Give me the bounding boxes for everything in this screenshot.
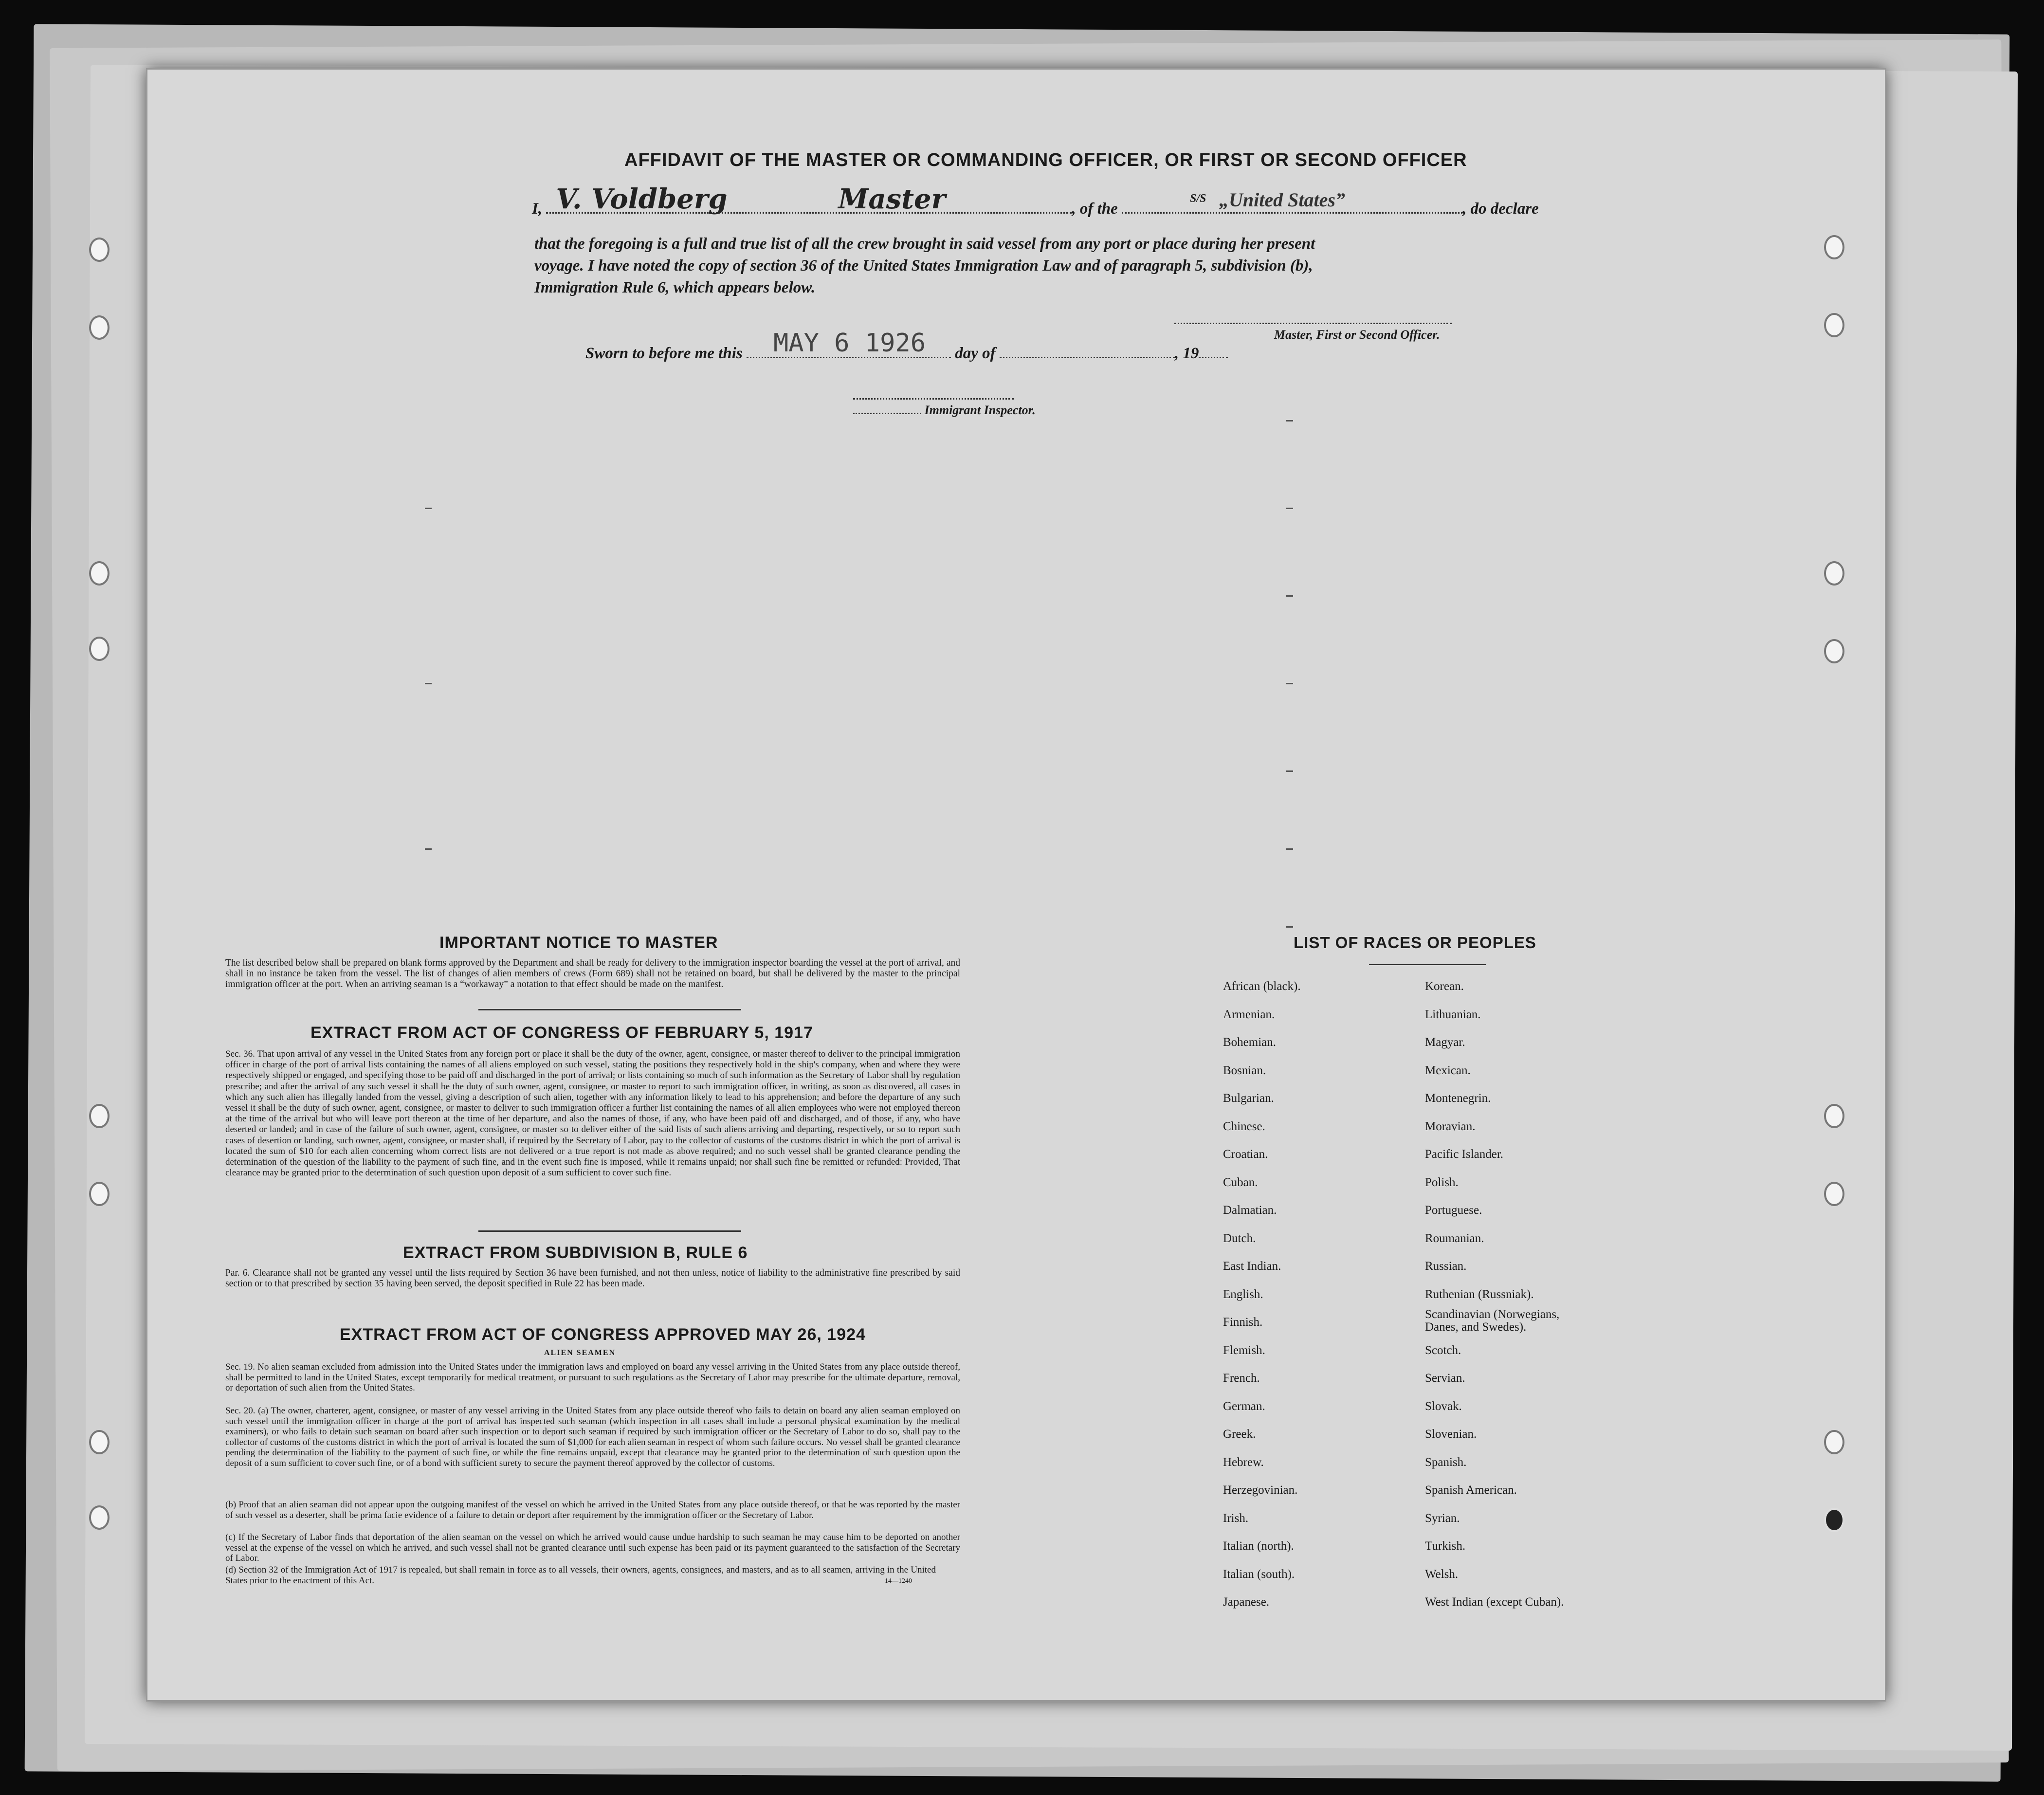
binder-hole: [89, 637, 110, 661]
race-item: Bulgarian.: [1223, 1092, 1274, 1105]
binder-hole: [1824, 313, 1844, 337]
race-item: Spanish American.: [1425, 1484, 1517, 1497]
affidavit-body-2: voyage. I have noted the copy of section 36 of the United States Immigration Law and of paragraph 5, subdivision (b),: [534, 257, 1313, 275]
races-column-1: [1223, 972, 1301, 1616]
race-item: Chinese.: [1223, 1119, 1265, 1133]
race-item: Flemish.: [1223, 1343, 1265, 1357]
race-item: Bosnian.: [1223, 1063, 1266, 1077]
sworn-label: Sworn to before me this: [585, 345, 743, 362]
binder-hole: [1824, 235, 1844, 259]
race-item: Slovak.: [1425, 1399, 1462, 1413]
extract-1924-title: EXTRACT FROM ACT OF CONGRESS APPROVED MAY 26, 1924: [340, 1325, 866, 1344]
race-item: Scandinavian (Norwegians, Danes, and Swedes).: [1425, 1308, 1560, 1334]
binder-hole: [1824, 1182, 1844, 1206]
race-item: Bohemian.: [1223, 1036, 1277, 1049]
extract-rule6-text: Par. 6. Clearance shall not be granted any vessel until the lists required by Section 36 have been furnished, and not then unless, notice of liability to the administrative fine prescribed by said section or to that prescribed by section 35 having been served, the deposit specified in Rule 22 has been made.: [225, 1268, 960, 1289]
race-item: Finnish.: [1223, 1316, 1263, 1329]
race-item: Cuban.: [1223, 1175, 1258, 1189]
sec20b-text: (b) Proof that an alien seaman did not appear upon the outgoing manifest of the vessel on which he arrived in the United States from any place outside thereof, or that he was reported by the master of such vessel as a deserter, shall be prima facie evidence of a failure to detain or deport after requirement by the immigration officer or the Secretary of Labor.: [225, 1500, 960, 1520]
race-item: Scotch.: [1425, 1343, 1461, 1357]
sec20d-text: (d) Section 32 of the Immigration Act of 1917 is repealed, but shall remain in force as to all vessels, their owners, agents, consignees, and masters, and as to all seamen, arriving in the United States prior to the enactment of this Act.: [225, 1565, 936, 1586]
extract-rule6-title: EXTRACT FROM SUBDIVISION B, RULE 6: [403, 1244, 748, 1262]
binder-hole: [89, 561, 110, 586]
divider: [478, 1230, 741, 1232]
race-item: Greek.: [1223, 1428, 1256, 1441]
binder-hole: [89, 315, 110, 340]
race-item: African (black).: [1223, 980, 1301, 993]
race-item: Servian.: [1425, 1372, 1465, 1385]
declaration-line: [532, 183, 1539, 218]
race-item: French.: [1223, 1372, 1260, 1385]
master-name: V. Voldberg: [556, 183, 728, 215]
binder-hole: [1824, 1508, 1844, 1532]
extract-1917-title: EXTRACT FROM ACT OF CONGRESS OF FEBRUARY 5, 1917: [310, 1024, 813, 1042]
race-item: English.: [1223, 1287, 1263, 1301]
race-item: Turkish.: [1425, 1539, 1466, 1553]
affidavit-body-3: Immigration Rule 6, which appears below.: [534, 279, 816, 296]
race-item: Croatian.: [1223, 1148, 1268, 1161]
race-item: Pacific Islander.: [1425, 1148, 1504, 1161]
race-item: Polish.: [1425, 1175, 1459, 1189]
race-item: Korean.: [1425, 980, 1464, 993]
notice-text: The list described below shall be prepared on blank forms approved by the Department and shall be ready for delivery to the immigration inspector boarding the vessel at the port of arrival, and shall in no instance be taken from the vessel. The list of changes of alien members of crews (Form 689) shall not be retained on board, but shall be delivered by the master to the principal immigration officer at the port. When an arriving seaman is a “workaway” a notation to that effect should be made on the manifest.: [225, 958, 960, 989]
rank: Master: [838, 183, 946, 215]
race-item: Roumanian.: [1425, 1231, 1484, 1245]
signature-line: [1174, 323, 1452, 324]
vessel-name: „United States”: [1219, 189, 1345, 211]
of-the-label: , of the: [1072, 200, 1118, 218]
race-item: Italian (north).: [1223, 1539, 1294, 1553]
binder-hole: [89, 1430, 110, 1454]
race-item: Montenegrin.: [1425, 1092, 1491, 1105]
race-item: Herzegovinian.: [1223, 1484, 1298, 1497]
race-item: Hebrew.: [1223, 1455, 1264, 1469]
sec20a-text: Sec. 20. (a) The owner, charterer, agent, consignee, or master of any vessel arriving in the United States from any place outside thereof who fails to detain on board any alien seaman employed on such vessel until the immigration officer in charge at the port of arrival has inspected such seaman (which inspection in all cases shall include a personal physical examination by the medical examiners), or who fails to detain such seaman on board after such inspection or to deport such seaman if required by such immigration officer or the Secretary of Labor to do so, shall pay to the collector of customs of the customs district in which the port of arrival is located the sum of $1,000 for each alien seaman in respect of whom such failure occurs. No vessel shall be granted clearance pending the determination of the liability to the payment of such fine, or while the fine remains unpaid, except that clearance may be granted prior to the determination of such question upon the deposit of a sum sufficient to cover such fine, or of a bond with sufficient surety to secure the payment thereof approved by the collector of customs.: [225, 1406, 960, 1468]
race-item: Mexican.: [1425, 1063, 1471, 1077]
race-item: Irish.: [1223, 1511, 1249, 1525]
race-item: Portuguese.: [1425, 1204, 1482, 1217]
race-item: Russian.: [1425, 1260, 1467, 1273]
race-item: Japanese.: [1223, 1595, 1270, 1609]
binder-hole: [89, 1182, 110, 1206]
race-item: Welsh.: [1425, 1567, 1459, 1581]
sworn-line: [585, 329, 1228, 363]
notice-title: IMPORTANT NOTICE TO MASTER: [439, 934, 718, 952]
do-declare-label: , do declare: [1462, 200, 1539, 218]
binder-hole: [89, 238, 110, 262]
affidavit-body-1: that the foregoing is a full and true list of all the crew brought in said vessel from any port or place during her present: [534, 235, 1315, 253]
race-item: Slovenian.: [1425, 1428, 1477, 1441]
divider: [478, 1009, 741, 1010]
inspector-line: [853, 398, 1014, 400]
race-item: East Indian.: [1223, 1260, 1281, 1273]
binder-hole: [89, 1104, 110, 1128]
date-stamp: MAY 6 1926: [773, 329, 926, 358]
year-label: , 19: [1174, 345, 1199, 362]
race-item: Dalmatian.: [1223, 1204, 1277, 1217]
sec20c-text: (c) If the Secretary of Labor finds that deportation of the alien seaman on the vessel on which he arrived would cause undue hardship to such seaman he may cause him to be deported on another vessel at the expense of the vessel on which he arrived, and such vessel shall not be granted clearance until such expense has been paid or its payment guaranteed to the satisfaction of the Secretary of Labor.: [225, 1532, 960, 1563]
race-item: Dutch.: [1223, 1231, 1256, 1245]
affidavit-title: AFFIDAVIT OF THE MASTER OR COMMANDING OFFICER, OR FIRST OR SECOND OFFICER: [624, 150, 1467, 170]
binder-hole: [1824, 639, 1844, 663]
race-item: Spanish.: [1425, 1455, 1467, 1469]
form-number: 14—1240: [885, 1577, 912, 1585]
binder-hole: [1824, 561, 1844, 586]
day-of-label: day of: [955, 345, 996, 362]
race-item: Syrian.: [1425, 1511, 1460, 1525]
manifest-sheet: [146, 68, 1886, 1702]
binder-hole: [89, 1505, 110, 1530]
race-item: Lithuanian.: [1425, 1007, 1481, 1021]
i-label: I,: [532, 200, 543, 218]
divider: [1369, 964, 1486, 965]
race-item: Armenian.: [1223, 1007, 1275, 1021]
race-item: Moravian.: [1425, 1119, 1476, 1133]
binder-hole: [1824, 1104, 1844, 1128]
signature-caption: Master, First or Second Officer.: [1274, 328, 1440, 342]
race-item: Magyar.: [1425, 1036, 1465, 1049]
binder-hole: [1824, 1430, 1844, 1454]
race-item: West Indian (except Cuban).: [1425, 1595, 1564, 1609]
extract-1917-text: Sec. 36. That upon arrival of any vessel in the United States from any foreign port or place it shall be the duty of the owner, agent, consignee, or master thereof to deliver to the principal immigration officer in charge of the port of arrival lists containing the names of all aliens employed on such vessel, stating the positions they respectively hold in the ship's company, when and where they were respectively shipped or engaged, and specifying those to be paid off and discharged in the port of arrival; or lists containing so much of such information as the Secretary of Labor shall by regulation prescribe; and after the arrival of any such vessel it shall be the duty of such owner, agent, consignee, or master to report to such immigration officer, in writing, as soon as discovered, all cases in which any such alien has illegally landed from the vessel, giving a description of such alien, together with any information likely to lead to his apprehension; and before the departure of any such vessel it shall be the duty of such owner, agent, consignee, or master to deliver to such immigration officer a further list containing the names of all alien employees who were not employed thereon at the time of the arrival but who will leave port thereon at the time of her departure, and also the names of those, if any, who have been paid off and discharged, and of those, if any, who have deserted or landed; and in case of the failure of such owner, agent, consignee, or master so to deliver either of the said lists of such aliens arriving and departing, respectively, or so to report such cases of desertion or landing, such owner, agent, consignee, or master shall, if required by the Secretary of Labor, pay to the collector of customs of the customs district in which the port of arrival is located the sum of $10 for each alien concerning whom correct lists are not delivered or a true report is not made as above required; and no such vessel shall be granted clearance pending the determination of the question of the liability to the payment of such fine, and in the event such fine is imposed, while it remains unpaid; nor shall such fine be remitted or refunded: Provided, That clearance may be granted prior to the determination of such question upon deposit of a sum sufficient to cover such fine.: [225, 1049, 960, 1178]
inspector-caption: Immigrant Inspector.: [924, 403, 1036, 417]
sec19-text: Sec. 19. No alien seaman excluded from admission into the United States under the immigration laws and employed on board any vessel arriving in the United States from any place outside thereof, shall be permitted to land in the United States, except temporarily for medical treatment, or pursuant to such regulations as the Secretary of Labor may prescribe for the ultimate departure, removal, or deportation of such alien from the United States.: [225, 1362, 960, 1393]
races-column-2: [1425, 972, 1586, 1616]
races-title: LIST OF RACES OR PEOPLES: [1294, 934, 1536, 952]
race-item: German.: [1223, 1399, 1265, 1413]
alien-seamen-subtitle: ALIEN SEAMEN: [544, 1349, 616, 1357]
race-item: Ruthenian (Russniak).: [1425, 1287, 1534, 1301]
vessel-prefix: S/S: [1190, 192, 1206, 205]
race-item: Italian (south).: [1223, 1567, 1295, 1581]
